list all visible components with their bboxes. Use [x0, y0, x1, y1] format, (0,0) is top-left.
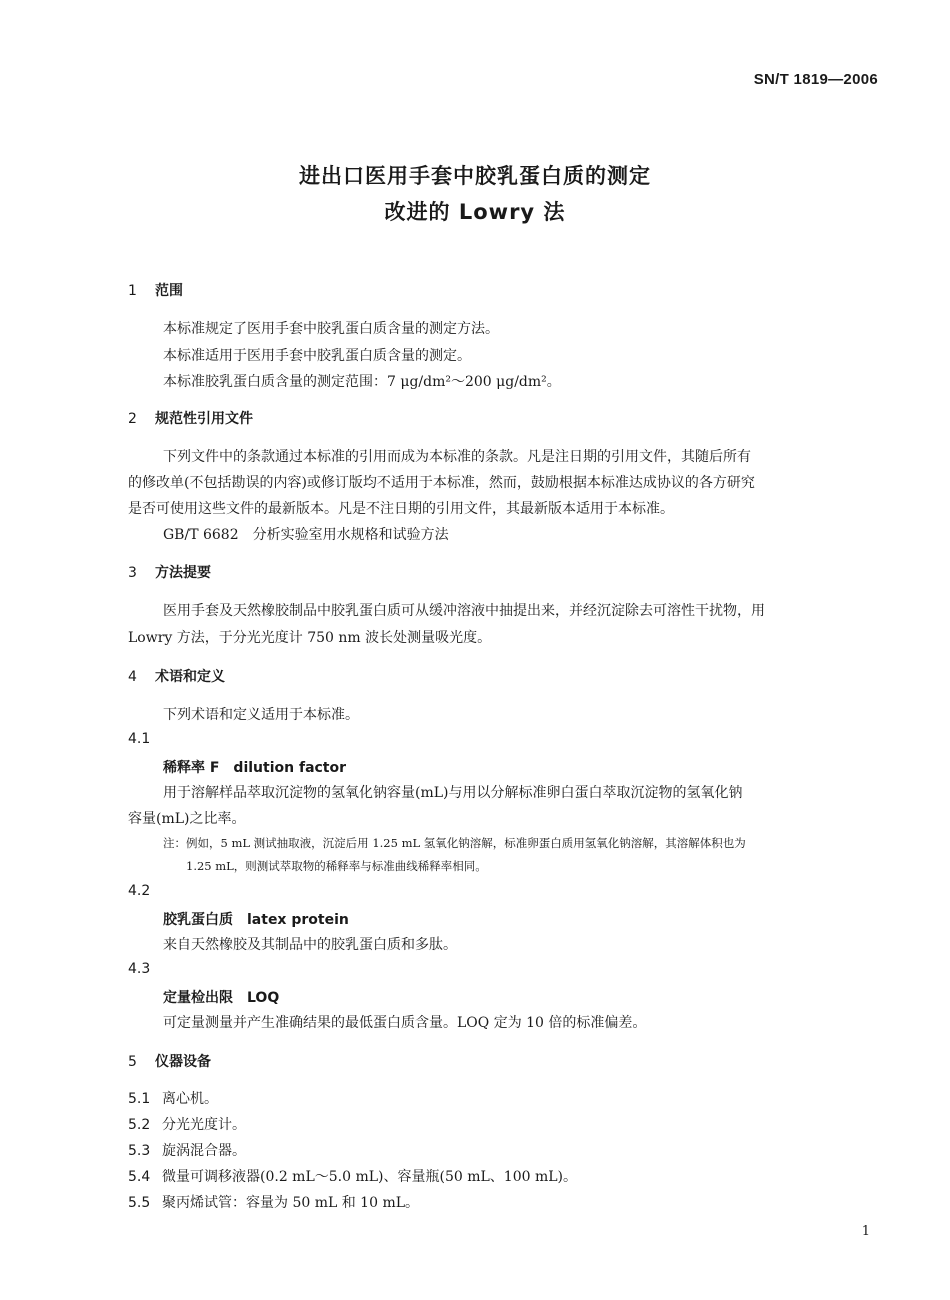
s3-line-1: 医用手套及天然橡胶制品中胶乳蛋白质可从缓冲溶液中抽提出来，并经沉淀除去可溶性干扰物，用 [163, 603, 765, 619]
section-number: 4 [128, 669, 137, 685]
item-number: 5.5 [128, 1195, 151, 1211]
title-line-1: 进出口医用手套中胶乳蛋白质的测定 [299, 164, 651, 188]
term-4-1-note-line-1: 注：例如，5 mL 测试抽取液，沉淀后用 1.25 mL 氢氧化钠溶解，标准卵蛋白质用氢氧化钠溶解，其溶解体积也为 [163, 836, 746, 850]
section-title: 术语和定义 [155, 669, 225, 685]
s2-line-3: 是否可使用这些文件的最新版本。凡是不注日期的引用文件，其最新版本适用于本标准。 [128, 501, 674, 517]
s1-paragraph-2: 本标准适用于医用手套中胶乳蛋白质含量的测定。 [163, 348, 471, 364]
item-text: 微量可调移液器(0.2 mL～5.0 mL)、容量瓶(50 mL、100 mL)。 [162, 1169, 578, 1185]
s2-reference: GB/T 6682 分析实验室用水规格和试验方法 [163, 527, 449, 543]
section-title: 方法提要 [155, 565, 211, 581]
section-1-heading [128, 280, 183, 300]
term-dilution-factor: 稀释率 F dilution factor [163, 760, 347, 776]
term-4-2-definition: 来自天然橡胶及其制品中的胶乳蛋白质和多肽。 [163, 937, 457, 953]
clause-4-2-number: 4.2 [128, 883, 151, 899]
term-4-1-definition-line-2: 容量(mL)之比率。 [128, 811, 246, 827]
section-number: 5 [128, 1054, 137, 1070]
item-number: 5.3 [128, 1143, 151, 1159]
section-number: 1 [128, 283, 137, 299]
s1-paragraph-3: 本标准胶乳蛋白质含量的测定范围：7 μg/dm²～200 μg/dm²。 [163, 374, 561, 390]
section-3-heading [128, 562, 211, 582]
item-text: 旋涡混合器。 [162, 1143, 246, 1159]
section-title: 仪器设备 [155, 1054, 211, 1070]
term-4-1-note-line-2: 1.25 mL，则测试萃取物的稀释率与标准曲线稀释率相同。 [186, 859, 487, 873]
list-item [128, 1166, 577, 1186]
section-title: 规范性引用文件 [155, 411, 253, 427]
s3-line-2: Lowry 方法，于分光光度计 750 nm 波长处测量吸光度。 [128, 630, 492, 646]
term-4-1-definition-line-1: 用于溶解样品萃取沉淀物的氢氧化钠容量(mL)与用以分解标准卵白蛋白萃取沉淀物的氢氧化钠 [163, 785, 743, 801]
section-number: 3 [128, 565, 137, 581]
item-number: 5.4 [128, 1169, 151, 1185]
section-title: 范围 [155, 283, 183, 299]
standard-code: SN/T 1819—2006 [753, 71, 878, 88]
list-item [128, 1140, 246, 1160]
list-item [128, 1114, 246, 1134]
section-number: 2 [128, 411, 137, 427]
item-text: 离心机。 [162, 1091, 218, 1107]
section-5-heading [128, 1051, 211, 1071]
page-number: 1 [861, 1224, 870, 1239]
item-number: 5.2 [128, 1117, 151, 1133]
clause-4-1-number: 4.1 [128, 731, 151, 747]
section-4-heading [128, 666, 225, 686]
clause-4-3-number: 4.3 [128, 961, 151, 977]
s4-intro: 下列术语和定义适用于本标准。 [163, 707, 359, 723]
item-number: 5.1 [128, 1091, 151, 1107]
s1-paragraph-1: 本标准规定了医用手套中胶乳蛋白质含量的测定方法。 [163, 321, 499, 337]
s2-line-2: 的修改单(不包括勘误的内容)或修订版均不适用于本标准，然而，鼓励根据本标准达成协议的各方研究 [128, 475, 755, 491]
item-text: 分光光度计。 [162, 1117, 246, 1133]
term-4-3-definition: 可定量测量并产生准确结果的最低蛋白质含量。LOQ 定为 10 倍的标准偏差。 [163, 1015, 647, 1031]
term-loq: 定量检出限 LOQ [163, 990, 280, 1006]
list-item [128, 1088, 218, 1108]
title-line-2: 改进的 Lowry 法 [384, 200, 566, 224]
item-text: 聚丙烯试管：容量为 50 mL 和 10 mL。 [162, 1195, 420, 1211]
list-item [128, 1192, 419, 1212]
term-latex-protein: 胶乳蛋白质 latex protein [163, 912, 349, 928]
section-2-heading [128, 408, 253, 428]
s2-line-1: 下列文件中的条款通过本标准的引用而成为本标准的条款。凡是注日期的引用文件，其随后所有 [163, 449, 751, 465]
